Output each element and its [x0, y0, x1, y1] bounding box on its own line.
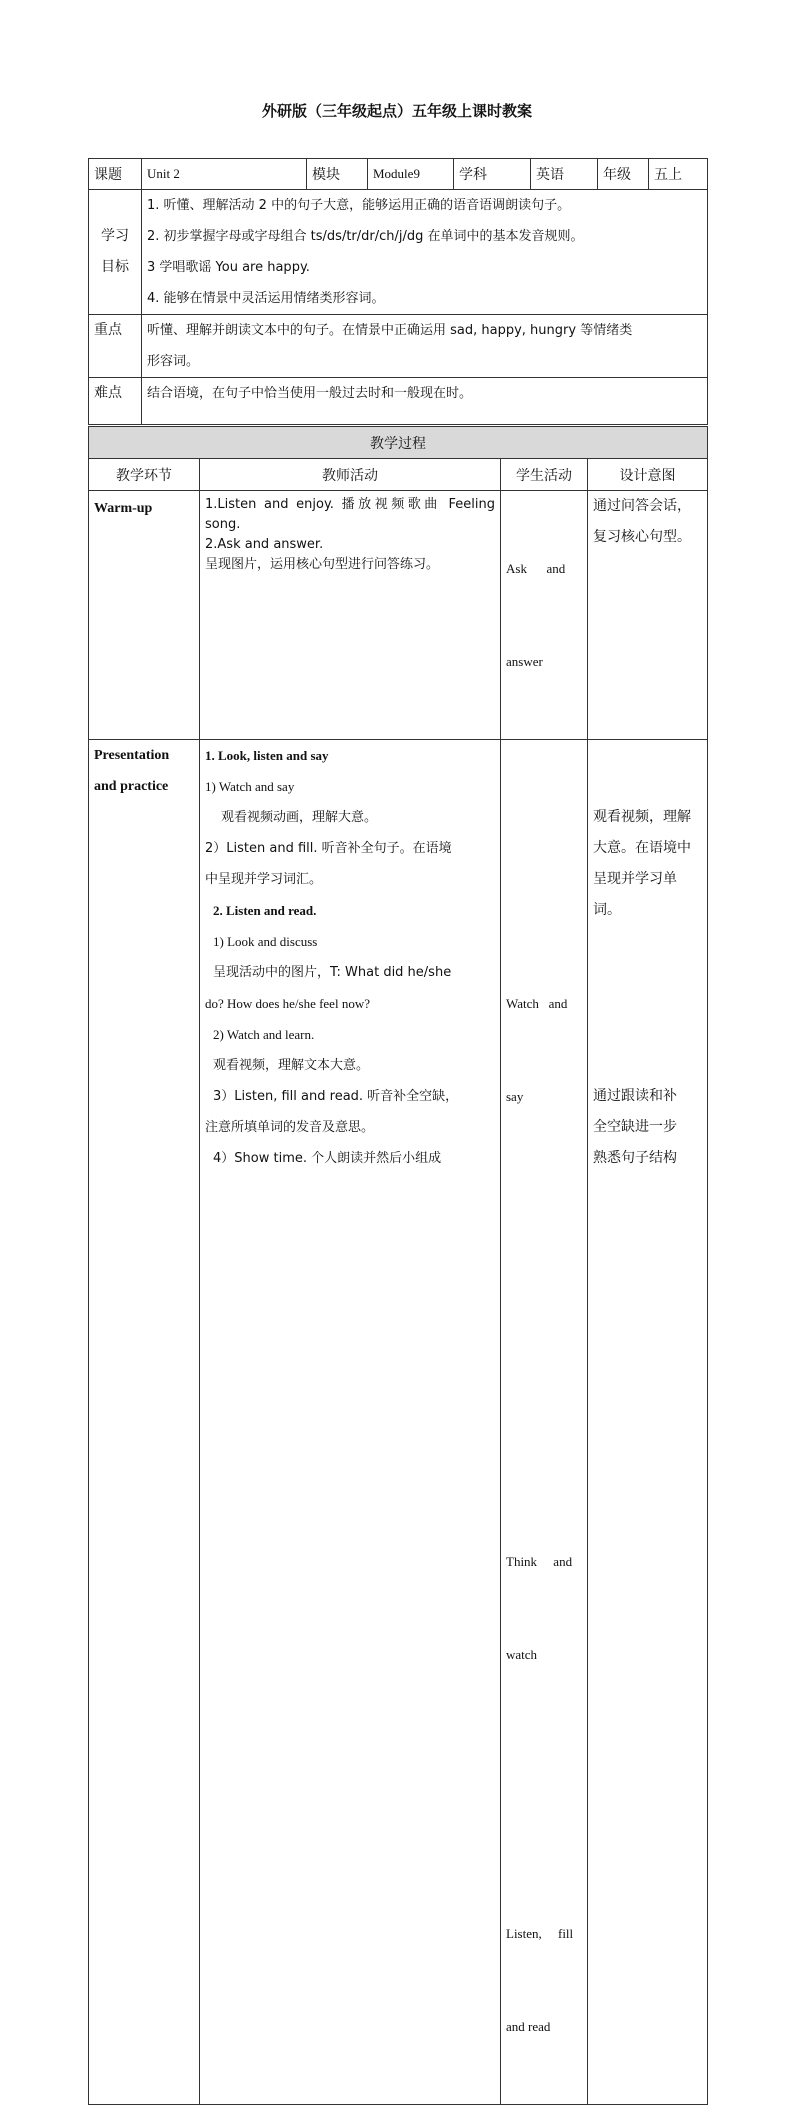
- objectives-row: [89, 190, 708, 315]
- grade-value: 五上: [649, 159, 708, 190]
- process-header: 教学过程: [89, 427, 708, 459]
- info-row: [89, 159, 708, 190]
- objective-item: 1. 听懂、理解活动 2 中的句子大意，能够运用正确的语音语调朗读句子。: [147, 198, 571, 213]
- objectives-label: 学习 目标: [89, 190, 142, 315]
- difficulty-text: 结合语境，在句子中恰当使用一般过去时和一般现在时。: [142, 378, 708, 425]
- objective-item: 2. 初步掌握字母或字母组合 ts/ds/tr/dr/ch/j/dg 在单词中的基本发音规则。: [147, 229, 584, 244]
- warmup-student-activity: Ask and answer: [501, 491, 588, 740]
- process-header-row: [89, 427, 708, 459]
- column-header: 学生活动: [501, 459, 588, 491]
- presentation-stage: Presentation and practice: [89, 740, 200, 2105]
- column-header: 教学环节: [89, 459, 200, 491]
- key-points-label: 重点: [89, 315, 142, 378]
- objective-item: 4. 能够在情景中灵活运用情绪类形容词。: [147, 291, 385, 306]
- column-header-row: [89, 459, 708, 491]
- objectives-list: [142, 190, 708, 315]
- difficulty-row: [89, 378, 708, 425]
- lesson-info-table: [88, 158, 708, 425]
- key-points-row: [89, 315, 708, 378]
- module-label: 模块: [307, 159, 368, 190]
- module-value: Module9: [368, 159, 454, 190]
- topic-value: Unit 2: [142, 159, 307, 190]
- objective-item: 3 学唱歌谣 You are happy.: [147, 260, 310, 275]
- presentation-student-activity: Watch and say Think and watch Listen, fill and read: [501, 740, 588, 2105]
- difficulty-label: 难点: [89, 378, 142, 425]
- teaching-process-table: [88, 426, 708, 2105]
- column-header: 设计意图: [588, 459, 708, 491]
- presentation-design-intent: 观看视频，理解 大意。在语境中 呈现并学习单 词。 通过跟读和补 全空缺进一步 熟悉句子结构: [588, 740, 708, 2105]
- warmup-teacher-activity: 1.Listen and enjoy. 播放视频歌曲 Feeling song. 2.Ask and answer. 呈现图片，运用核心句型进行问答练习。: [200, 491, 501, 740]
- key-points-text: 听懂、理解并朗读文本中的句子。在情景中正确运用 sad, happy, hungry 等情绪类 形容词。: [142, 315, 708, 378]
- warmup-stage: Warm-up: [89, 491, 200, 740]
- warmup-design-intent: 通过问答会话， 复习核心句型。: [588, 491, 708, 740]
- subject-label: 学科: [454, 159, 531, 190]
- warmup-row: [89, 491, 708, 740]
- presentation-teacher-activity: 1. Look, listen and say 1) Watch and say 观看视频动画，理解大意。 2）Listen and fill. 听音补全句子。在语境 中呈现并学习词汇。 2. Listen and read. 1) Look and discuss 呈现活动中的图片，T: What did he/she do? How does he/she feel now? 2) Watch and learn. 观看视频，理解文本大意。 3）Listen, fill and read. 听音补全空缺， 注意所填单词的发音及意思。 4）Show time. 个人朗读并然后小组成: [200, 740, 501, 2105]
- column-header: 教师活动: [200, 459, 501, 491]
- presentation-row: [89, 740, 708, 2105]
- subject-value: 英语: [531, 159, 598, 190]
- grade-label: 年级: [598, 159, 649, 190]
- lesson-plan-title: 外研版（三年级起点）五年级上课时教案: [261, 102, 532, 120]
- topic-label: 课题: [89, 159, 142, 190]
